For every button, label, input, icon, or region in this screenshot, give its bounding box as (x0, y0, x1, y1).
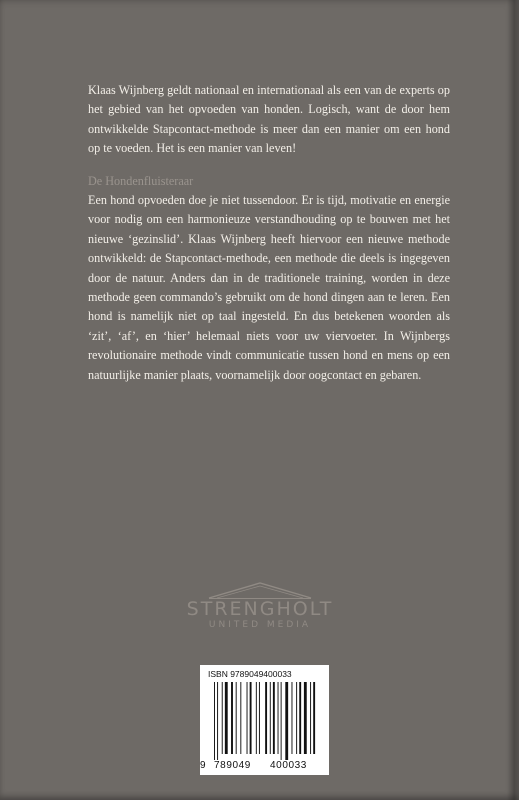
barcode-bar (214, 682, 215, 760)
body-paragraph: Een hond opvoeden doe je niet tussendoor. Er is tijd, motivatie en energie voor nodig om een harmonieuze verstandhouding op te bouwen met het nieuwe ‘gezinslid’. Klaas Wijnberg heeft hiervoor een nieuwe methode ontwikkeld: de Stapcontact-methode, een methode die deels is ingegeven door de natuur. Anders dan in de traditionele training, worden in deze methode geen commando’s gebruikt om de hond dingen aan te leren. Een hond is namelijk niet op taal ingesteld. En dus betekenen woorden als ‘zit’, ‘af’, en ‘hier’ helemaal niets voor uw viervoeter. In Wijnbergs revolutionaire methode vindt communicatie tussen hond en mens op een natuurlijke manier plaats, voornamelijk door oogcontact en gebaren. (88, 193, 450, 382)
barcode-bar (285, 682, 288, 760)
publisher-name: STRENGHOLT (186, 598, 334, 620)
barcode-bars (206, 682, 323, 762)
isbn-barcode (200, 665, 329, 775)
barcode-bar (310, 682, 311, 754)
publisher-logo (150, 580, 370, 640)
barcode-digit-first: 9 (200, 760, 206, 771)
barcode-bar (236, 682, 237, 754)
barcode-bar (313, 682, 315, 754)
barcode-bar (225, 682, 228, 754)
barcode-bar (231, 682, 233, 754)
section-title: De Hondenfluisteraar (88, 174, 194, 188)
barcode-bar (299, 682, 301, 754)
barcode-bar (292, 682, 293, 754)
barcode-bar (250, 682, 252, 754)
barcode-bar (240, 682, 241, 754)
publisher-subtitle: UNITED MEDIA (208, 620, 312, 630)
barcode-bar (256, 682, 257, 754)
intro-paragraph: Klaas Wijnberg geldt nationaal en internationaal als een van de experts op het gebied van het opvoeden van honden. Logisch, want de door hem ontwikkelde Stapcontact-methode is meer dan een manier om een hond op te voeden. Het is een manier van leven! (88, 83, 450, 156)
barcode-digits-left: 789049 (214, 760, 251, 771)
barcode-bar (222, 682, 223, 754)
isbn-label: ISBN 9789049400033 (208, 669, 292, 679)
barcode-bar (265, 682, 267, 754)
barcode-digits-right: 400033 (270, 760, 307, 771)
barcode-bar (259, 682, 260, 754)
barcode-bar (247, 682, 248, 754)
barcode-bar (217, 682, 218, 760)
barcode-bar (296, 682, 297, 754)
publisher-roof-icon (205, 580, 315, 600)
barcode-bar (304, 682, 307, 754)
barcode-bar (278, 682, 279, 754)
barcode-bar (273, 682, 275, 754)
barcode-bar (270, 682, 271, 754)
barcode-bar (281, 682, 282, 760)
